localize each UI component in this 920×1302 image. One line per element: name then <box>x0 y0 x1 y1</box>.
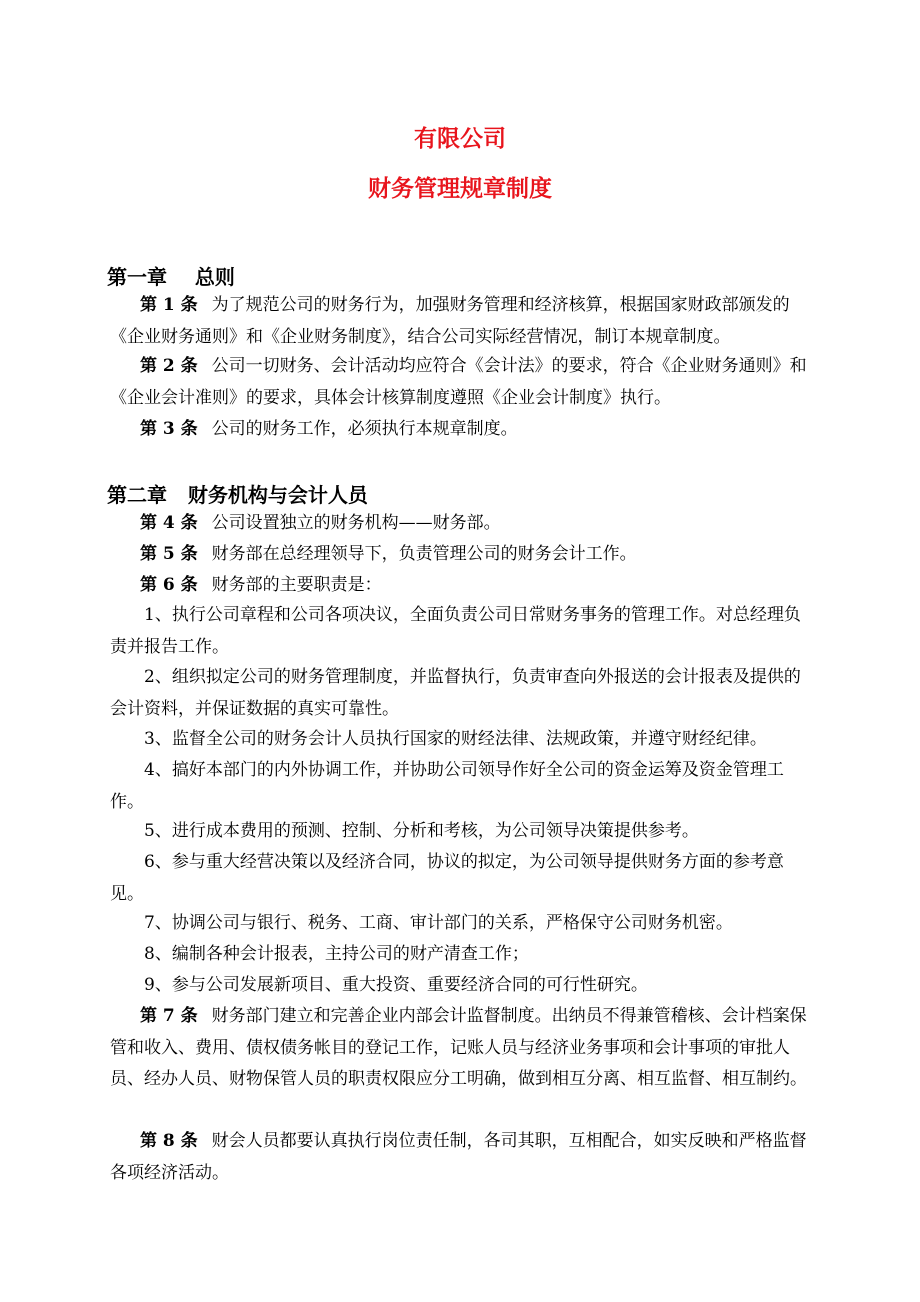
duty-item: 4、搞好本部门的内外协调工作，并协助公司领导作好全公司的资金运筹及资金管理工作。 <box>110 760 784 812</box>
article-label: 第 4 条 <box>140 513 198 533</box>
document-title: 财务管理规章制度 <box>368 176 552 202</box>
duty-item: 3、监督全公司的财务会计人员执行国家的财经法律、法规政策，并遵守财经纪律。 <box>144 729 767 749</box>
duty-item: 2、组织拟定公司的财务管理制度，并监督执行，负责审查向外报送的会计报表及提供的会计资料，并保证数据的真实可靠性。 <box>110 667 801 719</box>
chapter-1-heading: 第一章 总则 <box>107 265 235 289</box>
article-label: 第 2 条 <box>140 356 198 376</box>
duty-item: 1、执行公司章程和公司各项决议，全面负责公司日常财务事务的管理工作。对总经理负责并报告工作。 <box>110 605 801 657</box>
article-label: 第 6 条 <box>140 575 198 595</box>
article-label: 第 1 条 <box>140 295 198 315</box>
article-1 <box>110 290 815 353</box>
article-text: 公司一切财务、会计活动均应符合《会计法》的要求，符合《企业财务通则》和《企业会计准则》的要求，具体会计核算制度遵照《企业会计制度》执行。 <box>110 356 807 408</box>
article-2 <box>110 351 815 414</box>
article-4 <box>110 508 815 540</box>
article-6 <box>110 570 815 602</box>
article-7 <box>110 1001 815 1096</box>
duty-item: 9、参与公司发展新项目、重大投资、重要经济合同的可行性研究。 <box>144 975 648 995</box>
chapter-2-heading: 第二章 财务机构与会计人员 <box>107 483 368 507</box>
article-text: 财务部的主要职责是： <box>211 575 382 595</box>
article-label: 第 8 条 <box>140 1131 198 1151</box>
article-label: 第 5 条 <box>140 544 198 564</box>
article-text: 财务部在总经理领导下，负责管理公司的财务会计工作。 <box>211 544 637 564</box>
duty-item: 6、参与重大经营决策以及经济合同，协议的拟定，为公司领导提供财务方面的参考意见。 <box>110 852 784 904</box>
article-label: 第 3 条 <box>140 419 198 439</box>
article-text: 公司的财务工作，必须执行本规章制度。 <box>211 419 518 439</box>
article-label: 第 7 条 <box>140 1006 198 1026</box>
article-8 <box>110 1126 815 1189</box>
duty-item: 5、进行成本费用的预测、控制、分析和考核，为公司领导决策提供参考。 <box>144 821 699 841</box>
article-text: 公司设置独立的财务机构——财务部。 <box>211 513 501 533</box>
article-3 <box>110 414 815 446</box>
article-text: 财会人员都要认真执行岗位责任制，各司其职，互相配合，如实反映和严格监督各项经济活动。 <box>110 1131 807 1183</box>
article-5 <box>110 539 815 571</box>
duty-item: 8、编制各种会计报表，主持公司的财产清查工作； <box>144 944 529 964</box>
duty-item: 7、协调公司与银行、税务、工商、审计部门的关系，严格保守公司财务机密。 <box>144 913 733 933</box>
article-text: 财务部门建立和完善企业内部会计监督制度。出纳员不得兼管稽核、会计档案保管和收入、费用、债权债务帐目的登记工作，记账人员与经济业务事项和会计事项的审批人员、经办人员、财物保管人员的职责权限应分工明确，做到相互分离、相互监督、相互制约。 <box>110 1006 807 1089</box>
company-name: 有限公司 <box>414 126 506 152</box>
article-text: 为了规范公司的财务行为，加强财务管理和经济核算，根据国家财政部颁发的《企业财务通则》和《企业财务制度》，结合公司实际经营情况，制订本规章制度。 <box>110 295 790 347</box>
